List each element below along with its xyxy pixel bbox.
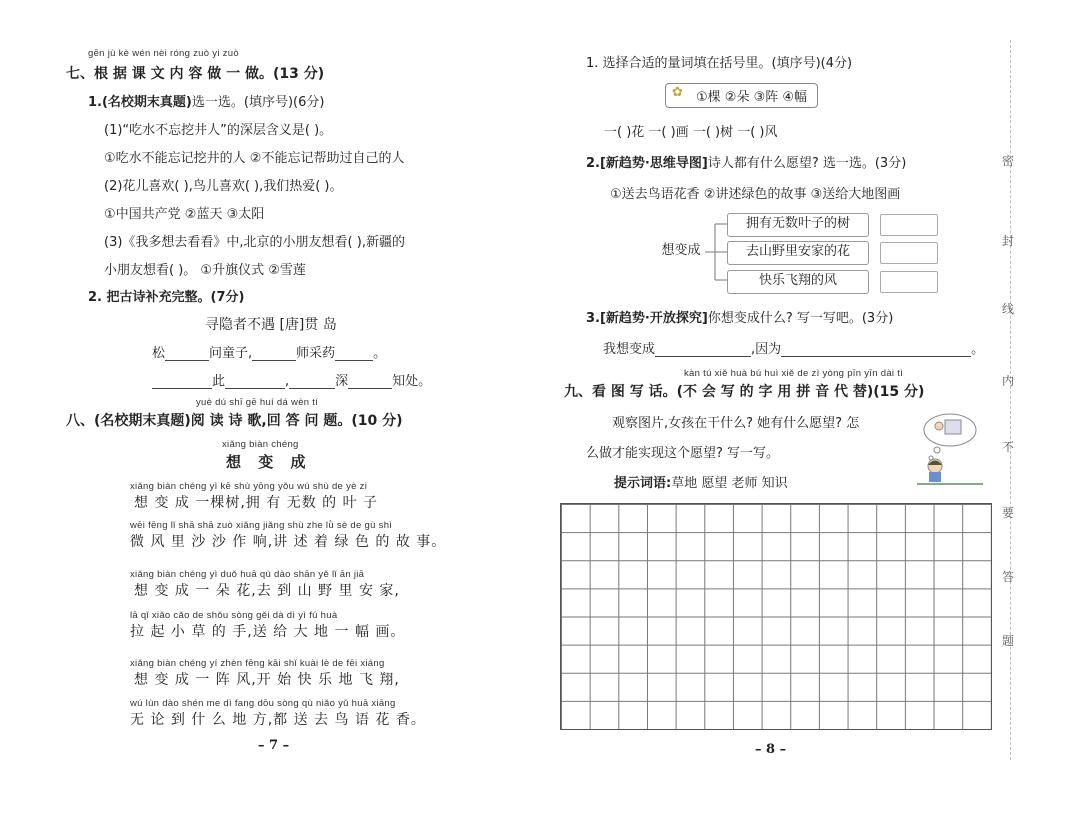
mindmap-branch-3: 快乐飞翔的风: [727, 270, 869, 294]
poem-text: 。: [373, 346, 387, 361]
measure-word-fill: 一( )花 一( )画 一( )树 一( )风: [604, 125, 778, 140]
section-8-text: 阅 读 诗 歌,回 答 问 题。(10 分): [190, 413, 403, 429]
verse-5-pinyin: xiǎng biàn chéng yí zhèn fēng kāi shǐ kuài lè de fēi xiáng: [130, 658, 385, 669]
verse-1: 想 变 成 一棵树,拥 有 无数 的 叶 子: [134, 495, 379, 511]
mindmap-branch-2: 去山野里安家的花: [727, 241, 869, 265]
answer-box-2[interactable]: [880, 242, 938, 264]
blank[interactable]: [348, 374, 392, 389]
blank[interactable]: [289, 374, 335, 389]
r-question-2-title: 诗人都有什么愿望? 选一选。(3分): [707, 156, 907, 171]
seal-char: 线: [1002, 302, 1015, 316]
answer-box-3[interactable]: [880, 271, 938, 293]
page-number: – 8 –: [755, 742, 787, 757]
question-1-header: [88, 91, 324, 110]
seal-char: 密: [1002, 154, 1015, 168]
poem-line-2: [152, 370, 431, 389]
q1-line-4: ①中国共产党 ②蓝天 ③太阳: [104, 207, 265, 222]
section-8-pinyin: yuè dú shī gē huí dá wèn tí: [196, 397, 319, 408]
blank[interactable]: [152, 374, 212, 389]
blank[interactable]: [781, 342, 971, 357]
hint-words: [614, 472, 788, 491]
blank[interactable]: [655, 342, 751, 357]
seal-char: 题: [1002, 634, 1015, 648]
verse-4: 拉 起 小 草 的 手,送 给 大 地 一 幅 画。: [130, 624, 406, 640]
page-number: – 7 –: [258, 738, 290, 753]
seal-line: [1010, 40, 1011, 760]
poem-title-pinyin: xiǎng biàn chéng: [222, 439, 299, 450]
section-tag: 八、(名校期末真题): [66, 413, 191, 429]
verse-1-pinyin: xiǎng biàn chéng yì kē shù yōng yǒu wú shù de yè zi: [130, 481, 368, 492]
q1-line-1: (1)“吃水不忘挖井人”的深层含义是( )。: [104, 123, 333, 138]
blank[interactable]: [225, 374, 285, 389]
blank[interactable]: [165, 346, 209, 361]
verse-6: 无 论 到 什 么 地 方,都 送 去 鸟 语 花 香。: [130, 712, 426, 728]
prompt-text: 我想变成: [603, 342, 656, 357]
question-1-title: 选一选。(填序号)(6分): [191, 95, 325, 110]
s9-prompt-1: 观察图片,女孩在干什么? 她有什么愿望? 怎: [612, 416, 860, 431]
answer-box-1[interactable]: [880, 214, 938, 236]
poem-text: 知处。: [392, 374, 432, 389]
verse-2: 微 风 里 沙 沙 作 响,讲 述 着 绿 色 的 故 事。: [130, 534, 447, 550]
r-question-2-header: [586, 152, 906, 171]
verse-5: 想 变 成 一 阵 风,开 始 快 乐 地 飞 翔,: [134, 672, 400, 688]
section-8-title: [66, 410, 403, 430]
mindmap-center: 想变成: [652, 241, 710, 263]
seal-char: 内: [1002, 374, 1015, 388]
section-7-title: 七、根 据 课 文 内 容 做 一 做。(13 分): [66, 66, 325, 82]
mindmap-branch-1: 拥有无数叶子的树: [727, 213, 869, 237]
measure-word-options: [665, 83, 818, 108]
r-question-3-title: 你想变成什么? 写一写吧。(3分): [707, 311, 894, 326]
poem-text: 师采药: [296, 346, 336, 361]
question-tag: 3.[新趋势·开放探究]: [586, 311, 708, 326]
section-9-title: 九、看 图 写 话。(不 会 写 的 字 用 拼 音 代 替)(15 分): [564, 384, 925, 400]
writing-grid[interactable]: [560, 503, 992, 730]
poem-text: 此: [212, 374, 226, 389]
question-tag: 2.[新趋势·思维导图]: [586, 156, 708, 171]
section-9-pinyin: kàn tú xiě huà bú huì xiě de zì yòng pīn yīn dài tì: [684, 368, 904, 379]
q1-line-6: 小朋友想看( )。 ①升旗仪式 ②雪莲: [104, 263, 306, 278]
section-7-pinyin: gēn jù kè wén nèi róng zuò yi zuò: [88, 48, 239, 59]
hint-label: 提示词语:: [614, 476, 672, 491]
r-q3-answer-line: [603, 338, 984, 357]
verse-6-pinyin: wú lùn dào shén me dì fang dōu sòng qù niǎo yǔ huā xiāng: [130, 698, 396, 709]
verse-3-pinyin: xiǎng biàn chéng yì duǒ huā qù dào shān yě lǐ ān jiā: [130, 569, 365, 580]
seal-char: 封: [1002, 234, 1015, 248]
r-question-1-title: 1. 选择合适的量词填在括号里。(填序号)(4分): [586, 56, 853, 71]
verse-4-pinyin: lā qǐ xiǎo cǎo de shǒu sòng gěi dà dì yì fú huà: [130, 610, 338, 621]
options-text: ①棵 ②朵 ③阵 ④幅: [696, 90, 808, 105]
q1-line-5: (3)《我多想去看看》中,北京的小朋友想看( ),新疆的: [104, 235, 405, 250]
verse-2-pinyin: wēi fēng lǐ shā shā zuò xiǎng jiǎng shù zhe lǜ sè de gù shì: [130, 520, 393, 531]
q1-line-3: (2)花儿喜欢( ),鸟儿喜欢( ),我们热爱( )。: [104, 179, 343, 194]
poem-title: 寻隐者不遇 [唐]贯 岛: [205, 317, 337, 333]
poem-text: 问童子,: [209, 346, 253, 361]
poem-text: 松: [152, 346, 166, 361]
girl-illustration: [915, 410, 985, 488]
flower-icon: ✿: [672, 85, 683, 100]
seal-char: 答: [1002, 570, 1015, 584]
verse-3: 想 变 成 一 朵 花,去 到 山 野 里 安 家,: [134, 583, 400, 599]
poem-heading: 想 变 成: [226, 453, 312, 471]
blank[interactable]: [252, 346, 296, 361]
prompt-text: ,因为: [751, 342, 782, 357]
r-question-3-header: [586, 307, 893, 326]
question-2-title: 2. 把古诗补充完整。(7分): [88, 290, 245, 305]
blank[interactable]: [335, 346, 373, 361]
poem-text: ,: [285, 374, 290, 389]
question-tag: 1.(名校期末真题): [88, 95, 192, 110]
poem-text: 深: [335, 374, 349, 389]
seal-char: 不: [1002, 440, 1015, 454]
seal-char: 要: [1002, 506, 1015, 520]
r-q2-options: ①送去鸟语花香 ②讲述绿色的故事 ③送给大地图画: [610, 187, 901, 202]
s9-prompt-2: 么做才能实现这个愿望? 写一写。: [586, 446, 780, 461]
hint-list: 草地 愿望 老师 知识: [671, 476, 788, 491]
prompt-text: 。: [971, 342, 985, 357]
q1-line-2: ①吃水不能忘记挖井的人 ②不能忘记帮助过自己的人: [104, 151, 405, 166]
poem-line-1: [152, 342, 386, 361]
